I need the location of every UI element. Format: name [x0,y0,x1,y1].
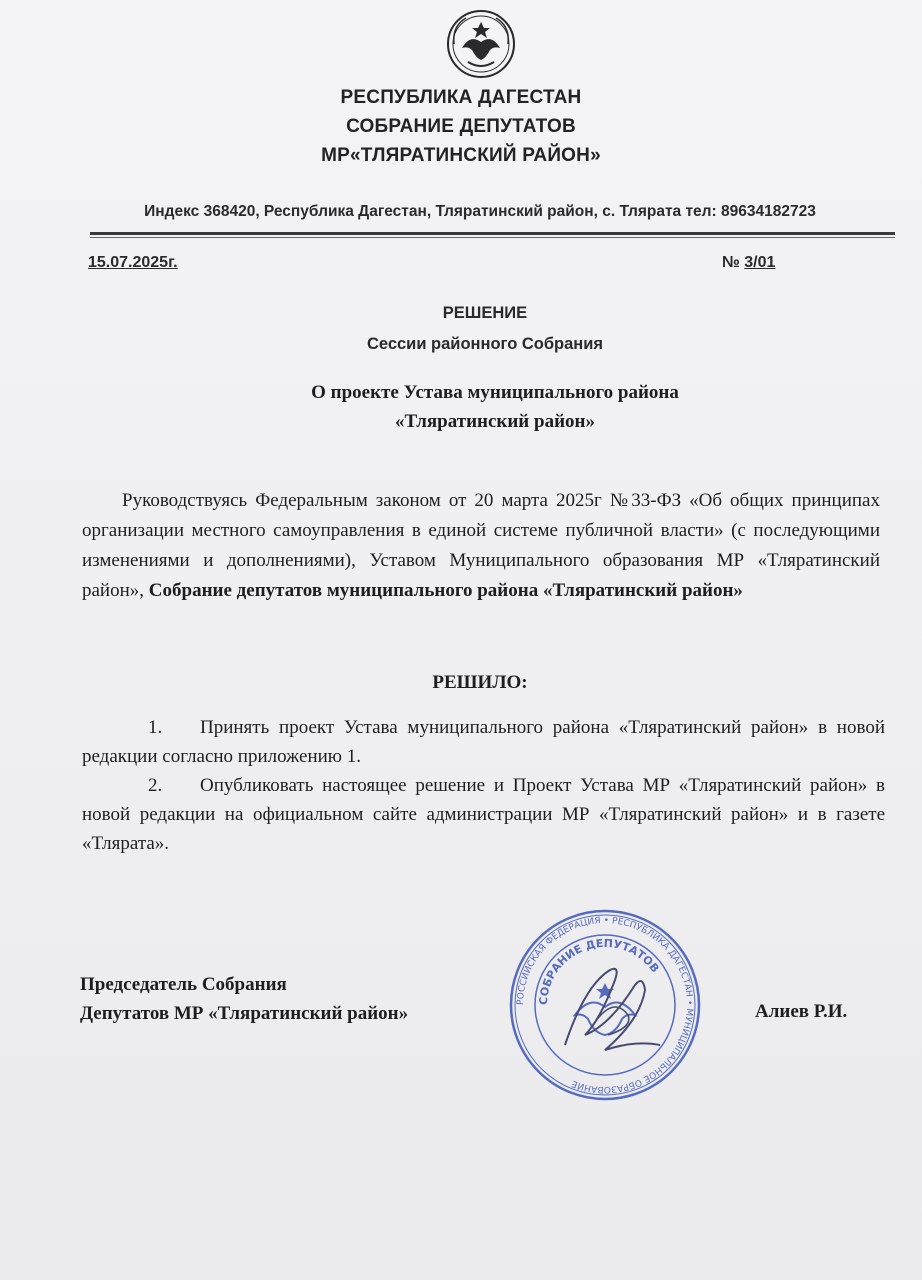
document-type: РЕШЕНИЕ [442,304,528,322]
list-item-text: Принять проект Устава муниципального района «Тляратинский район» в новой редакции согласно приложению 1. [82,717,885,767]
header-divider [90,232,895,235]
document-number-prefix: № [722,254,745,271]
document-number-value: 3/01 [744,254,776,271]
signature-position-line-1: Председатель Собрания [80,974,287,995]
dagestan-coat-of-arms-icon [440,8,522,80]
org-name-line-2: СОБРАНИЕ ДЕПУТАТОВ [346,116,576,137]
list-item-number: 1. [148,717,163,738]
preamble-bold-text: Собрание депутатов муниципального района «Тляратинский район» [148,580,743,601]
signer-name: Алиев Р.И. [755,1001,848,1022]
subject-line-2: «Тляратинский район» [395,411,595,432]
signature-block [80,970,408,1028]
preamble-paragraph [82,486,880,606]
document-date: 15.07.2025г. [88,254,178,271]
resolved-heading: РЕШИЛО: [432,672,528,693]
official-round-stamp-icon [505,905,705,1105]
list-item-text: Опубликовать настоящее решение и Проект Устава МР «Тляратинский район» в новой редакции на официальном сайте администрации МР «Тляратинский район» и в газете «Тлярата». [82,775,885,854]
stamp-ring-text: РОССИЙСКАЯ ФЕДЕРАЦИЯ • РЕСПУБЛИКА ДАГЕСТАН • МУНИЦИПАЛЬНОЕ ОБРАЗОВАНИЕ [515,915,695,1095]
list-item [82,713,885,771]
document-issuer: Сессии районного Собрания [366,335,604,353]
list-item [82,771,885,858]
document-number [722,254,775,272]
header-divider-thin [90,237,895,238]
signature-position-line-2: Депутатов МР «Тляратинский район» [80,1003,409,1024]
list-item-number: 2. [148,775,163,796]
subject-line-1: О проекте Устава муниципального района [311,382,679,403]
org-name-line-1: РЕСПУБЛИКА ДАГЕСТАН [340,87,582,108]
preamble-text: Руководствуясь Федеральным законом от 20 марта 2025г №33-ФЗ «Об общих принципах организации местного самоуправления в единой системе публичной власти» (с последующими изменениями и дополнениями), Уставом Муниципального образования МР «Тляратинский район», [82,490,880,601]
stamp-center-text: СОБРАНИЕ ДЕПУТАТОВ [536,936,662,1006]
org-address: Индекс 368420, Республика Дагестан, Тляратинский район, с. Тлярата тел: 89634182723 [144,203,816,220]
org-name-line-3: МР«ТЛЯРАТИНСКИЙ РАЙОН» [321,145,601,166]
